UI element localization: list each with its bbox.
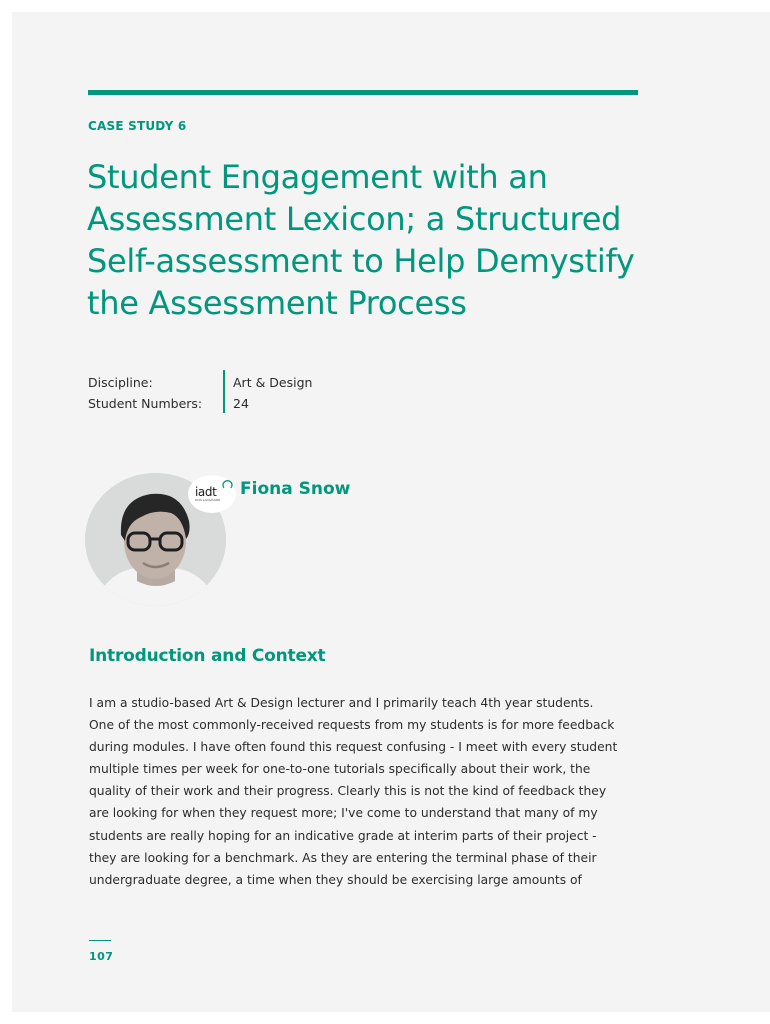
- discipline-value: Art & Design: [233, 375, 313, 390]
- page-number: 107: [89, 950, 114, 963]
- paragraph-line: students are really hoping for an indicative grade at interim parts of their project -: [89, 828, 597, 843]
- student-numbers-value: 24: [233, 396, 249, 411]
- institution-logo-subtext: DÚN LAOGHAIRE: [195, 498, 221, 502]
- author-name: Fiona Snow: [240, 479, 351, 499]
- introduction-paragraph: [89, 692, 649, 891]
- case-study-title: Student Engagement with an Assessment Lexicon; a Structured Self-assessment to Help Demystify the Assessment Process: [87, 158, 635, 322]
- paragraph-line: they are looking for a benchmark. As they are entering the terminal phase of their: [89, 850, 597, 865]
- paragraph-line: quality of their work and their progress. Clearly this is not the kind of feedback they: [89, 784, 607, 799]
- institution-logo-icon: [221, 479, 234, 492]
- paragraph-line: are looking for when they request more; I've come to understand that many of my: [89, 806, 598, 821]
- paragraph-line: multiple times per week for one-to-one tutorials specifically about their work, the: [89, 762, 591, 777]
- meta-table: [88, 372, 312, 414]
- paragraph-line: undergraduate degree, a time when they should be exercising large amounts of: [89, 872, 582, 887]
- meta-row-students: [88, 393, 312, 414]
- paragraph-line: I am a studio-based Art & Design lecturer and I primarily teach 4th year students.: [89, 696, 594, 710]
- footer-rule: [89, 940, 111, 941]
- discipline-label: Discipline:: [88, 375, 153, 390]
- institution-logo-text: iadt: [195, 485, 217, 499]
- page: [12, 12, 770, 1012]
- student-numbers-label: Student Numbers:: [88, 396, 203, 411]
- top-rule: [88, 90, 638, 95]
- section-heading-introduction: Introduction and Context: [89, 646, 326, 666]
- paragraph-line: during modules. I have often found this request confusing - I meet with every student: [89, 740, 618, 755]
- case-study-label: CASE STUDY 6: [88, 119, 187, 133]
- paragraph-line: One of the most commonly-received requests from my students is for more feedback: [89, 718, 615, 733]
- meta-row-discipline: [88, 372, 312, 393]
- meta-divider: [223, 370, 225, 413]
